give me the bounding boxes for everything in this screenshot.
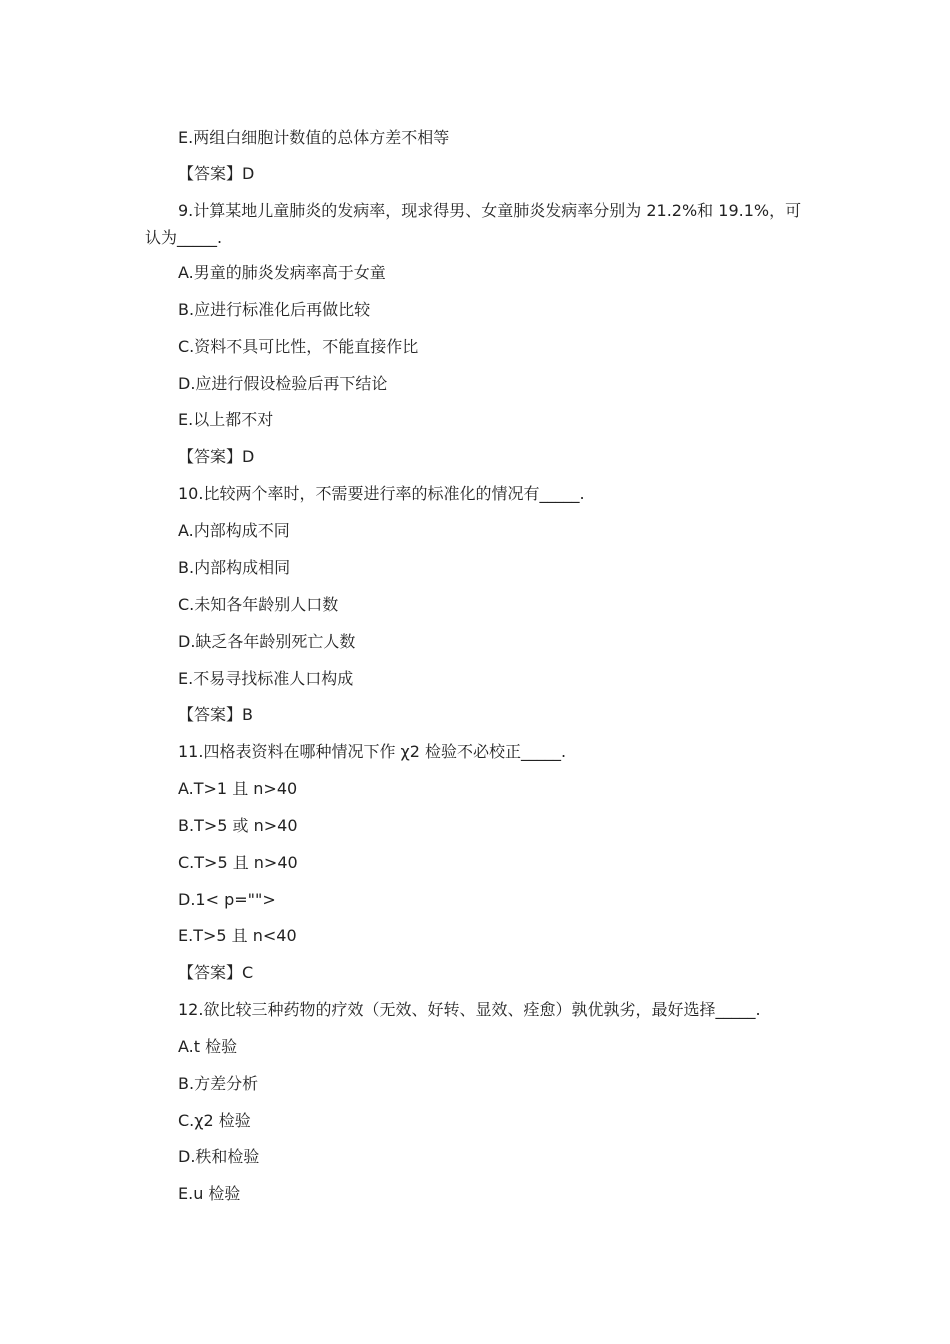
answer-q10: 【答案】B [178, 705, 253, 724]
answer-q9: 【答案】D [178, 447, 255, 466]
option-d-q10: D.缺乏各年龄别死亡人数 [178, 632, 356, 651]
question-9-line-1: 9.计算某地儿童肺炎的发病率，现求得男、女童肺炎发病率分别为 21.2%和 19.1%，可 [178, 201, 802, 220]
question-11: 11.四格表资料在哪种情况下作 χ2 检验不必校正_____. [178, 742, 567, 761]
option-b-q11: B.T>5 或 n>40 [178, 816, 298, 835]
option-b-q12: B.方差分析 [178, 1074, 259, 1093]
question-10: 10.比较两个率时，不需要进行率的标准化的情况有_____. [178, 484, 585, 503]
option-c-q10: C.未知各年龄别人口数 [178, 595, 339, 614]
option-c-q12: C.χ2 检验 [178, 1111, 251, 1130]
option-e-q12: E.u 检验 [178, 1184, 241, 1203]
question-12: 12.欲比较三种药物的疗效（无效、好转、显效、痊愈）孰优孰劣，最好选择_____. [178, 1000, 761, 1019]
answer-q8: 【答案】D [178, 164, 255, 183]
option-c-q9: C.资料不具可比性，不能直接作比 [178, 337, 419, 356]
option-e-q9: E.以上都不对 [178, 410, 274, 429]
option-c-q11: C.T>5 且 n>40 [178, 853, 298, 872]
option-a-q11: A.T>1 且 n>40 [178, 779, 298, 798]
option-e-q10: E.不易寻找标准人口构成 [178, 669, 354, 688]
option-d-q11: D.1< p=""> [178, 890, 276, 909]
option-e-q11: E.T>5 且 n<40 [178, 926, 297, 945]
option-b-q9: B.应进行标准化后再做比较 [178, 300, 371, 319]
option-a-q12: A.t 检验 [178, 1037, 238, 1056]
option-a-q9: A.男童的肺炎发病率高于女童 [178, 263, 386, 282]
question-9-line-2: 认为_____. [145, 228, 223, 247]
option-b-q10: B.内部构成相同 [178, 558, 291, 577]
option-a-q10: A.内部构成不同 [178, 521, 290, 540]
option-d-q9: D.应进行假设检验后再下结论 [178, 374, 388, 393]
answer-q11: 【答案】C [178, 963, 254, 982]
option-e-q8: E.两组白细胞计数值的总体方差不相等 [178, 128, 450, 147]
option-d-q12: D.秩和检验 [178, 1147, 260, 1166]
